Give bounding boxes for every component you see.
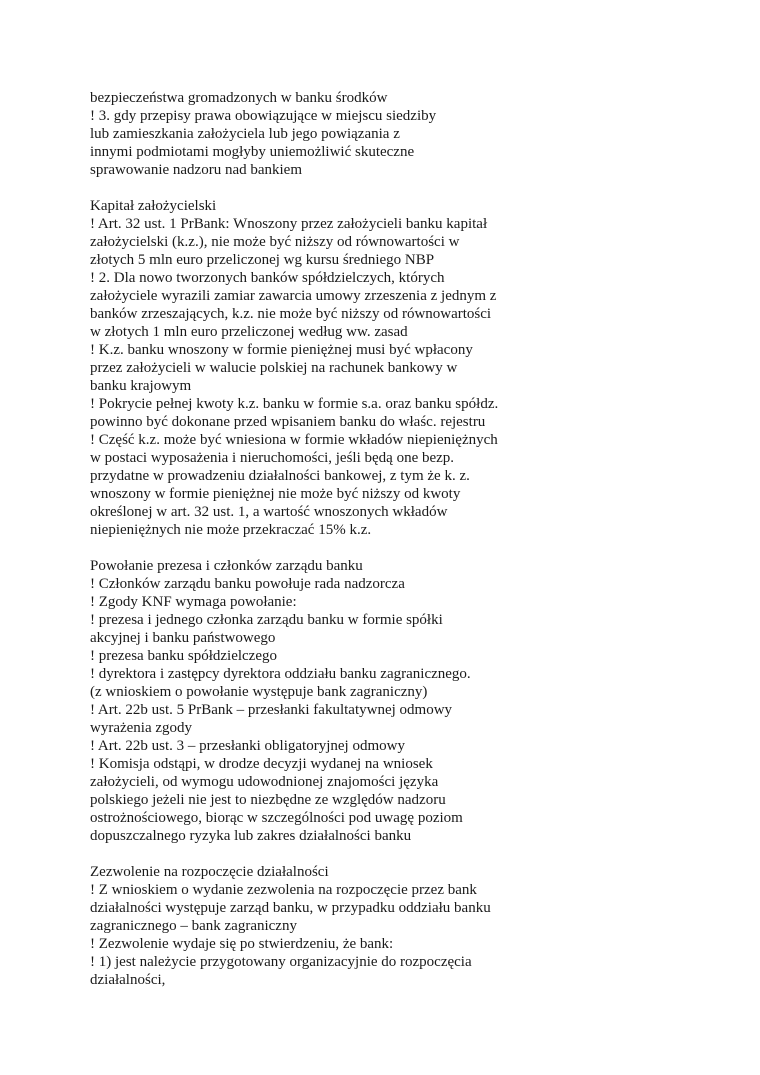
text-line: banku krajowym <box>90 378 192 394</box>
text-line: przydatne w prowadzeniu działalności bankowej, z tym że k. z. <box>90 468 470 484</box>
text-line: w postaci wyposażenia i nieruchomości, jeśli będą one bezp. <box>90 450 455 466</box>
text-line: powinno być dokonane przed wpisaniem banku do właśc. rejestru <box>90 414 486 430</box>
text-line: ! Zgody KNF wymaga powołanie: <box>90 594 297 610</box>
text-line: lub zamieszkania założyciela lub jego powiązania z <box>90 126 400 142</box>
text-line: ! Komisja odstąpi, w drodze decyzji wydanej na wniosek <box>90 756 433 772</box>
text-line: złotych 5 mln euro przeliczonej wg kursu średniego NBP <box>90 252 435 268</box>
text-line: ! K.z. banku wnoszony w formie pieniężnej musi być wpłacony <box>90 342 473 358</box>
text-line: zagranicznego – bank zagraniczny <box>90 918 297 934</box>
text-line: przez założycieli w walucie polskiej na rachunek bankowy w <box>90 360 458 376</box>
text-line: sprawowanie nadzoru nad bankiem <box>90 162 303 178</box>
text-line: wyrażenia zgody <box>90 720 193 736</box>
text-line: ! 3. gdy przepisy prawa obowiązujące w miejscu siedziby <box>90 108 437 124</box>
text-line: ! Pokrycie pełnej kwoty k.z. banku w formie s.a. oraz banku spółdz. <box>90 396 499 412</box>
text-line: ! prezesa banku spółdzielczego <box>90 648 277 664</box>
text-line: założycieli, od wymogu udowodnionej znajomości języka <box>90 774 439 790</box>
text-line: ! Z wnioskiem o wydanie zezwolenia na rozpoczęcie przez bank <box>90 882 477 898</box>
text-line: założycielski (k.z.), nie może być niższy od równowartości w <box>90 234 460 250</box>
text-line: założyciele wyrazili zamiar zawarcia umowy zrzeszenia z jednym z <box>90 288 497 304</box>
text-line: bezpieczeństwa gromadzonych w banku środków <box>90 90 388 106</box>
text-line: niepieniężnych nie może przekraczać 15% k.z. <box>90 522 372 538</box>
text-line: innymi podmiotami mogłyby uniemożliwić skuteczne <box>90 144 415 160</box>
text-line: działalności, <box>90 972 166 988</box>
text-line: ! prezesa i jednego członka zarządu banku w formie spółki <box>90 612 443 628</box>
text-line: ! Art. 22b ust. 3 – przesłanki obligatoryjnej odmowy <box>90 738 405 754</box>
text-line: ostrożnościowego, biorąc w szczególności pod uwagę poziom <box>90 810 463 826</box>
text-line: polskiego jeżeli nie jest to niezbędne ze względów nadzoru <box>90 792 446 808</box>
text-line: w złotych 1 mln euro przeliczonej według ww. zasad <box>90 324 408 340</box>
section-heading: Powołanie prezesa i członków zarządu banku <box>90 558 363 574</box>
section-heading: Zezwolenie na rozpoczęcie działalności <box>90 864 329 880</box>
section-powolanie-zarzadu <box>90 557 730 845</box>
text-line: ! dyrektora i zastępcy dyrektora oddziału banku zagranicznego. <box>90 666 471 682</box>
text-line: ! Art. 32 ust. 1 PrBank: Wnoszony przez założycieli banku kapitał <box>90 216 488 232</box>
section-zezwolenie <box>90 863 730 989</box>
section-kapital-zalozycielski <box>90 197 730 539</box>
document-page <box>90 89 730 989</box>
text-line: ! Członków zarządu banku powołuje rada nadzorcza <box>90 576 405 592</box>
text-line: działalności występuje zarząd banku, w przypadku oddziału banku <box>90 900 491 916</box>
text-line: ! 2. Dla nowo tworzonych banków spółdzielczych, których <box>90 270 445 286</box>
text-line: określonej w art. 32 ust. 1, a wartość wnoszonych wkładów <box>90 504 448 520</box>
paragraph-gap <box>90 539 730 557</box>
paragraph-gap <box>90 179 730 197</box>
intro-paragraph <box>90 89 730 179</box>
text-line: akcyjnej i banku państwowego <box>90 630 276 646</box>
text-line: ! 1) jest należycie przygotowany organizacyjnie do rozpoczęcia <box>90 954 472 970</box>
text-line: banków zrzeszających, k.z. nie może być niższy od równowartości <box>90 306 492 322</box>
text-line: ! Część k.z. może być wniesiona w formie wkładów niepieniężnych <box>90 432 498 448</box>
section-heading: Kapitał założycielski <box>90 198 217 214</box>
text-line: (z wnioskiem o powołanie występuje bank zagraniczny) <box>90 684 428 700</box>
text-line: ! Art. 22b ust. 5 PrBank – przesłanki fakultatywnej odmowy <box>90 702 453 718</box>
paragraph-gap <box>90 845 730 863</box>
text-line: wnoszony w formie pieniężnej nie może być niższy od kwoty <box>90 486 461 502</box>
text-line: dopuszczalnego ryzyka lub zakres działalności banku <box>90 828 412 844</box>
text-line: ! Zezwolenie wydaje się po stwierdzeniu, że bank: <box>90 936 394 952</box>
